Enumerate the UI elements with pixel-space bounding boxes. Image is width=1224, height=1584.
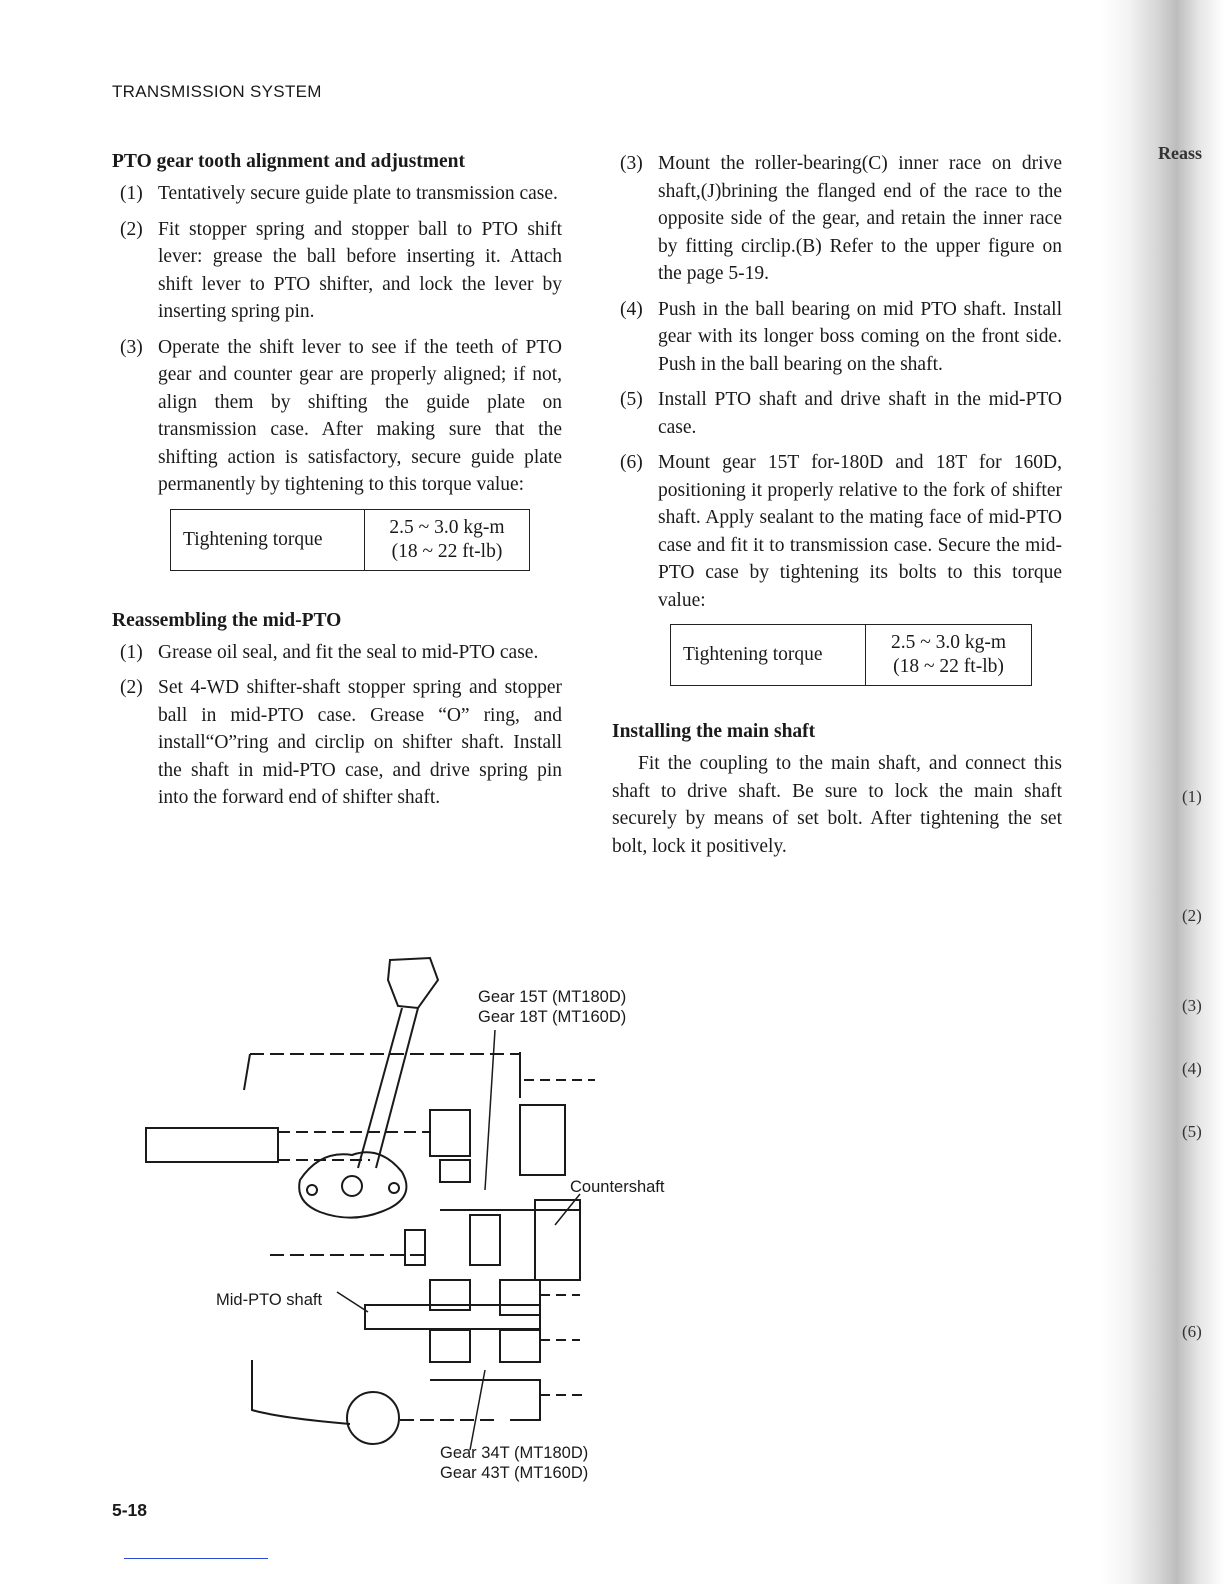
footer-underline xyxy=(124,1558,268,1559)
item-number: (4) xyxy=(620,298,643,320)
torque-value xyxy=(364,509,529,570)
next-page-num: (4) xyxy=(1182,1059,1202,1078)
section-title-main-shaft: Installing the main shaft xyxy=(612,721,816,742)
next-page-num: (3) xyxy=(1182,996,1202,1015)
bearing-lower xyxy=(430,1330,470,1362)
item-number: (1) xyxy=(120,641,143,663)
lower-bracket xyxy=(252,1360,350,1424)
label-countershaft: Countershaft xyxy=(570,1178,665,1196)
torque-table xyxy=(670,624,1032,686)
torque-value-metric: 2.5 ~ 3.0 kg-m xyxy=(389,516,505,538)
pivot-hole xyxy=(389,1183,399,1193)
item-text: Install PTO shaft and drive shaft in the mid-PTO case. xyxy=(658,389,1062,438)
label-gear-43t: Gear 43T (MT160D) xyxy=(440,1464,589,1482)
item-text: Set 4-WD shifter-shaft stopper spring and stopper ball in mid-PTO case. Grease “O” ring, and install“O”ring and circlip on shifter shaft. Install the shaft in mid-PTO case, and drive spring pin into the forward end of shifter shaft. xyxy=(158,677,562,808)
item-number: (2) xyxy=(120,218,143,240)
item-text: Tentatively secure guide plate to transmission case. xyxy=(158,183,558,204)
item-text: Push in the ball bearing on mid PTO shaft. Install gear with its longer boss coming on the front side. Push in the ball bearing on the shaft. xyxy=(658,298,1062,375)
next-page-num: (2) xyxy=(1182,906,1202,925)
item-number: (5) xyxy=(620,389,643,410)
item-text: Grease oil seal, and fit the seal to mid-PTO case. xyxy=(158,641,539,663)
list-item xyxy=(112,674,562,812)
torque-value-imperial: (18 ~ 22 ft-lb) xyxy=(391,540,503,562)
list-item xyxy=(112,180,562,208)
page-gutter xyxy=(1100,0,1224,1584)
running-header: TRANSMISSION SYSTEM xyxy=(112,82,322,101)
label-gear-34t: Gear 34T (MT180D) xyxy=(440,1444,589,1462)
item-number: (1) xyxy=(120,183,143,204)
spring-block xyxy=(405,1230,425,1265)
torque-value xyxy=(866,625,1032,686)
label-gear-18t: Gear 18T (MT160D) xyxy=(478,1008,627,1026)
list-item xyxy=(612,296,1062,379)
item-text: Mount gear 15T for-180D and 18T for 160D, positioning it properly relative to the fork of shifter shaft. Apply sealant to the mating face of mid-PTO case and fit it to transmission case. Secure the mid-PTO case by tightening its bolts to this torque value: xyxy=(658,452,1062,611)
lever-knob xyxy=(388,958,438,1008)
bearing-lower-right xyxy=(500,1330,540,1362)
item-number: (6) xyxy=(620,452,643,473)
mid-pto-shaft-body xyxy=(365,1305,540,1329)
next-page-num: (6) xyxy=(1182,1322,1202,1341)
leader-midpto xyxy=(337,1292,368,1312)
main-shaft-paragraph: Fit the coupling to the main shaft, and connect this shaft to drive shaft. Be sure to lock the main shaft securely by means of set bolt. After tightening the set bolt, lock it positively. xyxy=(612,753,1062,857)
housing-line xyxy=(244,1054,250,1090)
item-number: (2) xyxy=(120,677,143,698)
torque-value-imperial: (18 ~ 22 ft-lb) xyxy=(893,656,1004,677)
list-item xyxy=(612,386,1062,441)
coupling-circle xyxy=(347,1392,399,1444)
page-number: 5-18 xyxy=(112,1500,148,1520)
right-column xyxy=(612,150,1062,860)
label-gear-bottom xyxy=(440,1443,588,1483)
countershaft-gear xyxy=(520,1105,565,1175)
section-title-pto-alignment: PTO gear tooth alignment and adjustment xyxy=(112,151,466,172)
label-gear-top xyxy=(478,987,626,1027)
gear-upper-small xyxy=(440,1160,470,1182)
left-column xyxy=(112,148,562,820)
bearing-right xyxy=(500,1280,540,1315)
list-item xyxy=(112,334,562,499)
torque-label: Tightening torque xyxy=(171,509,365,570)
gear-middle xyxy=(470,1215,500,1265)
list-item xyxy=(612,449,1062,614)
item-text: Fit stopper spring and stopper ball to PTO shift lever: grease the ball before inserting it. Attach shift lever to PTO shifter, and lock the lever by inserting spring pin. xyxy=(158,218,562,322)
section-title-reassembling: Reassembling the mid-PTO xyxy=(112,609,342,631)
torque-value-metric: 2.5 ~ 3.0 kg-m xyxy=(890,632,1007,653)
next-page-num: (5) xyxy=(1182,1122,1202,1141)
item-number: (3) xyxy=(620,153,643,174)
lever-stem xyxy=(376,1008,418,1168)
list-item xyxy=(612,150,1062,288)
countershaft-housing xyxy=(535,1200,580,1280)
next-page-title-fragment: Reass xyxy=(1158,143,1202,163)
pivot-hole xyxy=(307,1185,317,1195)
item-text: Operate the shift lever to see if the teeth of PTO gear and counter gear are properly aligned; if not, align them by shifting the guide plate on transmission case. After making sure that the shifting action is satisfactory, secure guide plate permanently by tightening to this torque value: xyxy=(158,336,562,495)
pivot-pin xyxy=(342,1176,362,1196)
next-page-num: (1) xyxy=(1182,787,1202,806)
torque-table xyxy=(170,509,530,571)
mid-pto-diagram xyxy=(140,950,680,1490)
item-text: Mount the roller-bearing(C) inner race on drive shaft,(J)brining the flanged end of the race to the opposite side of the gear, and retain the inner race by fitting circlip.(B) Refer to the upper figure on the page 5-19. xyxy=(658,153,1062,284)
leader-gear-bottom xyxy=(470,1370,485,1450)
mid-pto-drawing xyxy=(140,950,680,1490)
list-item xyxy=(112,639,562,667)
shift-rod xyxy=(146,1128,278,1162)
lower-housing xyxy=(430,1380,540,1420)
gear-upper xyxy=(430,1110,470,1156)
label-gear-15t: Gear 15T (MT180D) xyxy=(478,988,627,1006)
torque-label: Tightening torque xyxy=(671,625,866,686)
label-mid-pto-shaft: Mid-PTO shaft xyxy=(216,1291,323,1309)
list-item xyxy=(112,216,562,326)
item-number: (3) xyxy=(120,336,143,358)
lever-stem xyxy=(358,1008,402,1168)
